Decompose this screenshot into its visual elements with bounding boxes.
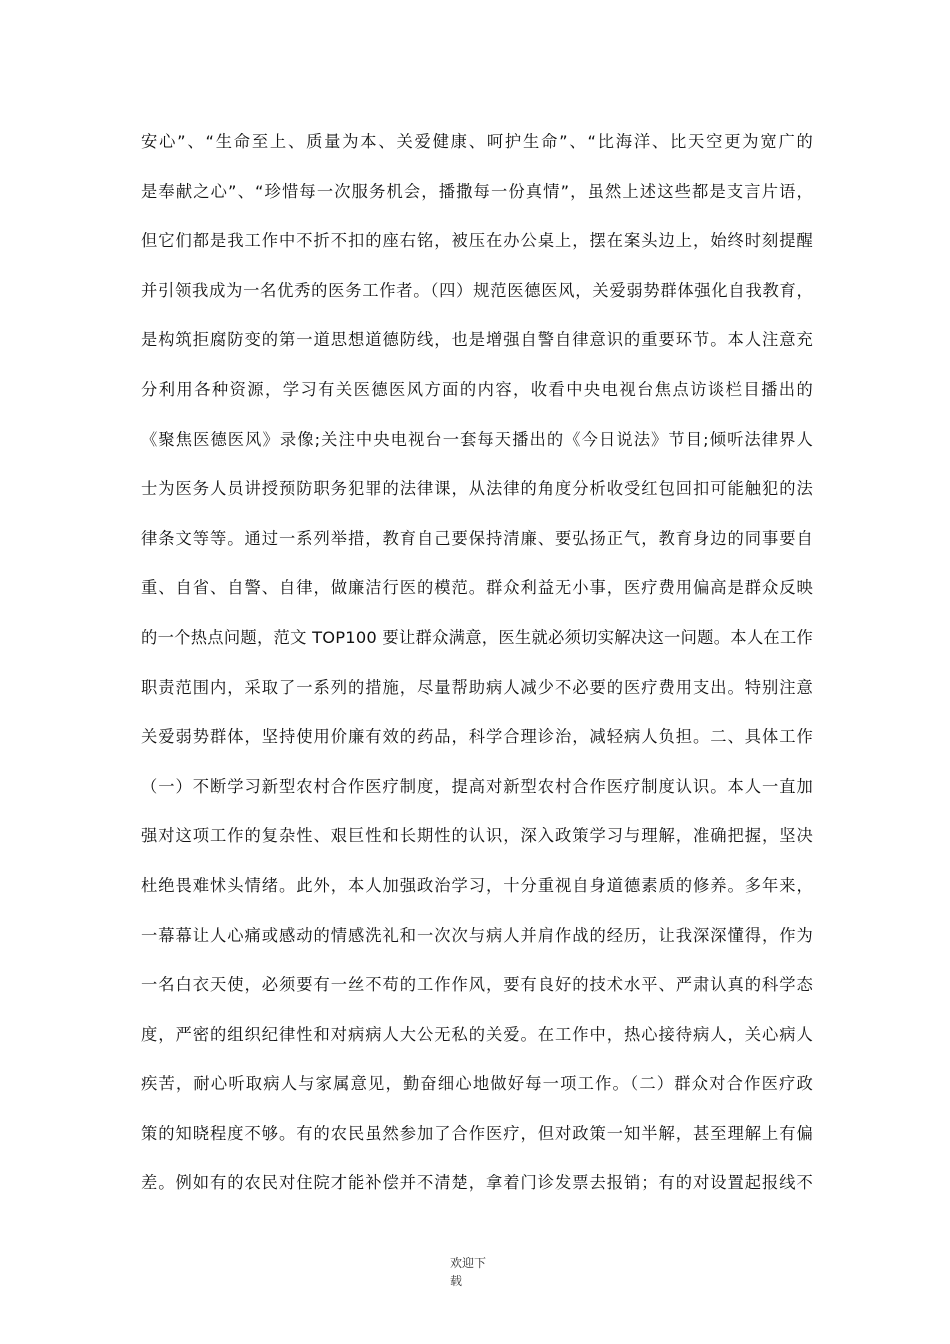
- text-line: 一名白衣天使，必须要有一丝不苟的工作作风，要有良好的技术水平、严肃认真的科学态: [141, 975, 813, 995]
- text-line: 职责范围内，采取了一系列的措施，尽量帮助病人减少不必要的医疗费用支出。特别注意: [141, 677, 813, 697]
- text-line: 士为医务人员讲授预防职务犯罪的法律课，从法律的角度分析收受红包回扣可能触犯的法: [141, 479, 813, 499]
- text-line: 并引领我成为一名优秀的医务工作者。（四）规范医德医风，关爱弱势群体强化自我教育，: [141, 280, 813, 300]
- document-body: [141, 124, 813, 1215]
- text-line: 安心”、“生命至上、质量为本、关爱健康、呵护生命”、“比海洋、比天空更为宽广的: [141, 132, 813, 151]
- text-line: 分利用各种资源，学习有关医德医风方面的内容，收看中央电视台焦点访谈栏目播出的: [141, 379, 813, 399]
- text-line: 策的知晓程度不够。有的农民虽然参加了合作医疗，但对政策一知半解，甚至理解上有偏: [141, 1123, 813, 1143]
- text-line: 《聚焦医德医风》录像;关注中央电视台一套每天播出的《今日说法》节目;倾听法律界人: [141, 429, 813, 449]
- footer-line-2: 载: [450, 1274, 463, 1288]
- text-line: 律条文等等。通过一系列举措，教育自己要保持清廉、要弘扬正气，教育身边的同事要自: [141, 528, 813, 548]
- text-line: 强对这项工作的复杂性、艰巨性和长期性的认识，深入政策学习与理解，准确把握，坚决: [141, 826, 813, 846]
- text-line: 是奉献之心”、“珍惜每一次服务机会，播撒每一份真情”，虽然上述这些都是支言片语，: [141, 181, 813, 201]
- text-line: 重、自省、自警、自律，做廉洁行医的模范。群众利益无小事，医疗费用偏高是群众反映: [141, 578, 813, 598]
- footer-line-1: 欢迎下: [450, 1256, 487, 1270]
- text-line: 的一个热点问题，范文 TOP100 要让群众满意，医生就必须切实解决这一问题。本人在工作: [141, 627, 813, 647]
- text-line: 但它们都是我工作中不折不扣的座右铭，被压在办公桌上，摆在案头边上，始终时刻提醒: [141, 231, 813, 251]
- text-line: 关爱弱势群体，坚持使用价廉有效的药品，科学合理诊治，减轻病人负担。二、具体工作: [141, 727, 813, 747]
- text-line: 一幕幕让人心痛或感动的情感洗礼和一次次与病人并肩作战的经历，让我深深懂得，作为: [141, 925, 813, 945]
- text-line: 差。例如有的农民对住院才能补偿并不清楚，拿着门诊发票去报销；有的对设置起报线不: [141, 1173, 813, 1193]
- page-footer: [440, 1254, 500, 1290]
- text-line: 疾苦，耐心听取病人与家属意见，勤奋细心地做好每一项工作。（二）群众对合作医疗政: [141, 1074, 813, 1094]
- text-line: 杜绝畏难怵头情绪。此外，本人加强政治学习，十分重视自身道德素质的修养。多年来，: [141, 875, 813, 895]
- text-line: 度，严密的组织纪律性和对病病人大公无私的关爱。在工作中，热心接待病人，关心病人: [141, 1024, 813, 1044]
- text-line: 是构筑拒腐防变的第一道思想道德防线，也是增强自警自律意识的重要环节。本人注意充: [141, 330, 813, 350]
- text-line: （一）不断学习新型农村合作医疗制度，提高对新型农村合作医疗制度认识。本人一直加: [141, 776, 813, 796]
